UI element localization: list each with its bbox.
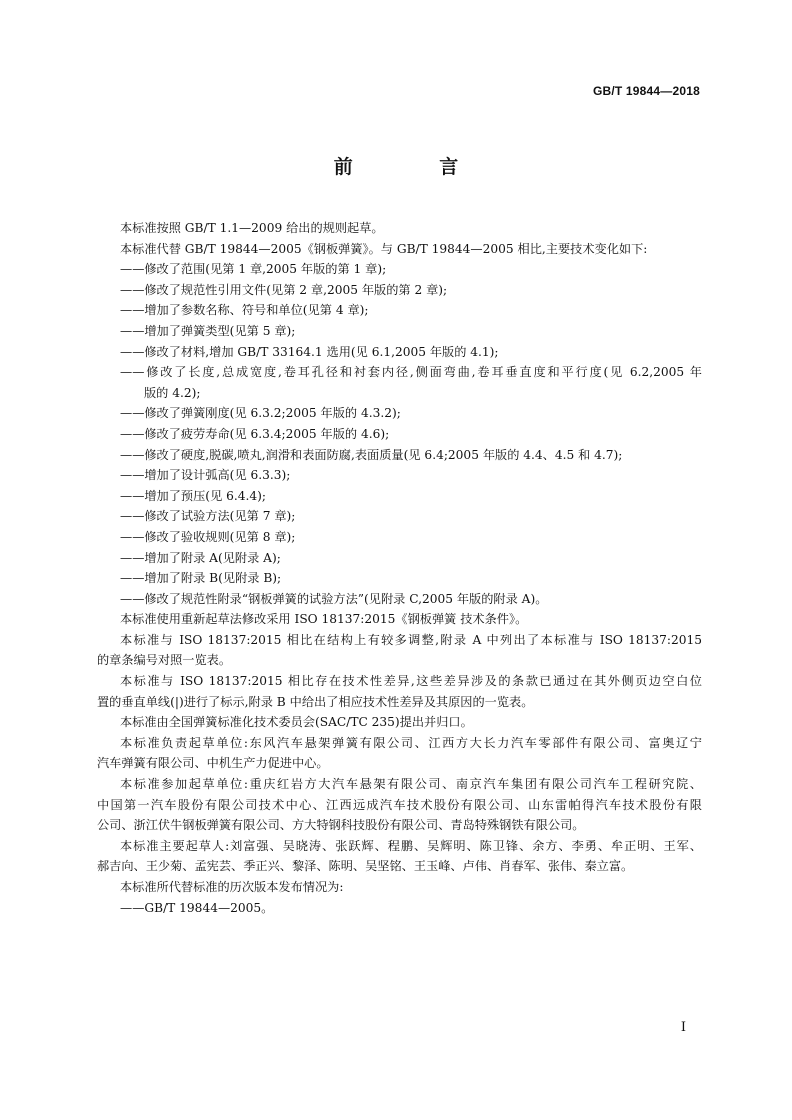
text-line: ——修改了规范性附录“钢板弹簧的试验方法”(见附录 C,2005 年版的附录 A)。 bbox=[120, 591, 548, 606]
text-line: 本标准与 ISO 18137:2015 相比在结构上有较多调整,附录 A 中列出了本标准与 ISO 18137:2015 bbox=[120, 632, 702, 647]
text-line: ——修改了验收规则(见第 8 章); bbox=[120, 529, 296, 544]
text-line: ——增加了附录 B(见附录 B); bbox=[120, 571, 282, 586]
text-line: 本标准代替 GB/T 19844—2005《钢板弹簧》。与 GB/T 19844—2005 相比,主要技术变化如下: bbox=[120, 241, 648, 256]
text-line: 本标准与 ISO 18137:2015 相比存在技术性差异,这些差异涉及的条款已通过在其外侧页边空白位 bbox=[120, 674, 702, 689]
text-line: 置的垂直单线(|)进行了标示,附录 B 中给出了相应技术性差异及其原因的一览表。 bbox=[97, 694, 534, 709]
text-line: ——GB/T 19844—2005。 bbox=[120, 900, 274, 915]
text-line: ——增加了弹簧类型(见第 5 章); bbox=[120, 323, 296, 338]
text-line: 本标准按照 GB/T 1.1—2009 给出的规则起草。 bbox=[120, 221, 384, 235]
text-line: 汽车弹簧有限公司、中机生产力促进中心。 bbox=[97, 756, 329, 771]
page-number: I bbox=[680, 1020, 686, 1035]
text-line: ——增加了附录 A(见附录 A); bbox=[120, 550, 281, 565]
text-line: 郝吉向、王少菊、孟宪芸、季正兴、黎泽、陈明、吴坚铭、王玉峰、卢伟、肖春军、张伟、秦立富。 bbox=[97, 859, 634, 874]
text-line: ——增加了预压(见 6.4.4); bbox=[120, 488, 266, 503]
text-line: ——修改了材料,增加 GB/T 33164.1 选用(见 6.1,2005 年版的 4.1); bbox=[120, 344, 499, 359]
page-title: 前 言 bbox=[333, 156, 499, 178]
text-line: ——修改了疲劳寿命(见 6.3.4;2005 年版的 4.6); bbox=[120, 426, 390, 441]
text-line: 本标准主要起草人:刘富强、吴晓涛、张跃辉、程鹏、吴辉明、陈卫锋、余方、李勇、牟正明、王军、 bbox=[120, 838, 702, 853]
text-line: ——增加了设计弧高(见 6.3.3); bbox=[120, 468, 291, 483]
text-line: 本标准负责起草单位:东风汽车悬架弹簧有限公司、江西方大长力汽车零部件有限公司、富奥辽宁 bbox=[120, 735, 702, 750]
text-line: 的章条编号对照一览表。 bbox=[97, 653, 232, 668]
text-line: ——修改了范围(见第 1 章,2005 年版的第 1 章); bbox=[120, 262, 387, 277]
text-line: 版的 4.2); bbox=[144, 385, 201, 400]
text-line: 本标准所代替标准的历次版本发布情况为: bbox=[120, 880, 344, 894]
text-line: ——修改了硬度,脱碳,喷丸,润滑和表面防腐,表面质量(见 6.4;2005 年版的 4.4、4.5 和 4.7); bbox=[120, 447, 623, 462]
foreword-body bbox=[97, 218, 702, 918]
text-line: 本标准使用重新起草法修改采用 ISO 18137:2015《钢板弹簧 技术条件》。 bbox=[120, 612, 528, 627]
text-line: ——修改了试验方法(见第 7 章); bbox=[120, 509, 296, 524]
text-line: 本标准参加起草单位:重庆红岩方大汽车悬架有限公司、南京汽车集团有限公司汽车工程研究院、 bbox=[120, 777, 702, 792]
text-line: 公司、浙江伏牛钢板弹簧有限公司、方大特钢科技股份有限公司、青岛特殊钢铁有限公司。 bbox=[97, 818, 585, 833]
text-line: ——修改了长度,总成宽度,卷耳孔径和衬套内径,侧面弯曲,卷耳垂直度和平行度(见 6.2,2005 年 bbox=[120, 365, 702, 380]
standard-number: GB/T 19844—2018 bbox=[592, 84, 700, 98]
text-line: ——修改了规范性引用文件(见第 2 章,2005 年版的第 2 章); bbox=[120, 282, 448, 297]
text-line: 本标准由全国弹簧标准化技术委员会(SAC/TC 235)提出并归口。 bbox=[120, 715, 473, 730]
text-line: ——修改了弹簧刚度(见 6.3.2;2005 年版的 4.3.2); bbox=[120, 406, 401, 421]
text-line: ——增加了参数名称、符号和单位(见第 4 章); bbox=[120, 303, 369, 318]
text-line: 中国第一汽车股份有限公司技术中心、江西远成汽车技术股份有限公司、山东雷帕得汽车技术股份有限 bbox=[97, 797, 702, 812]
